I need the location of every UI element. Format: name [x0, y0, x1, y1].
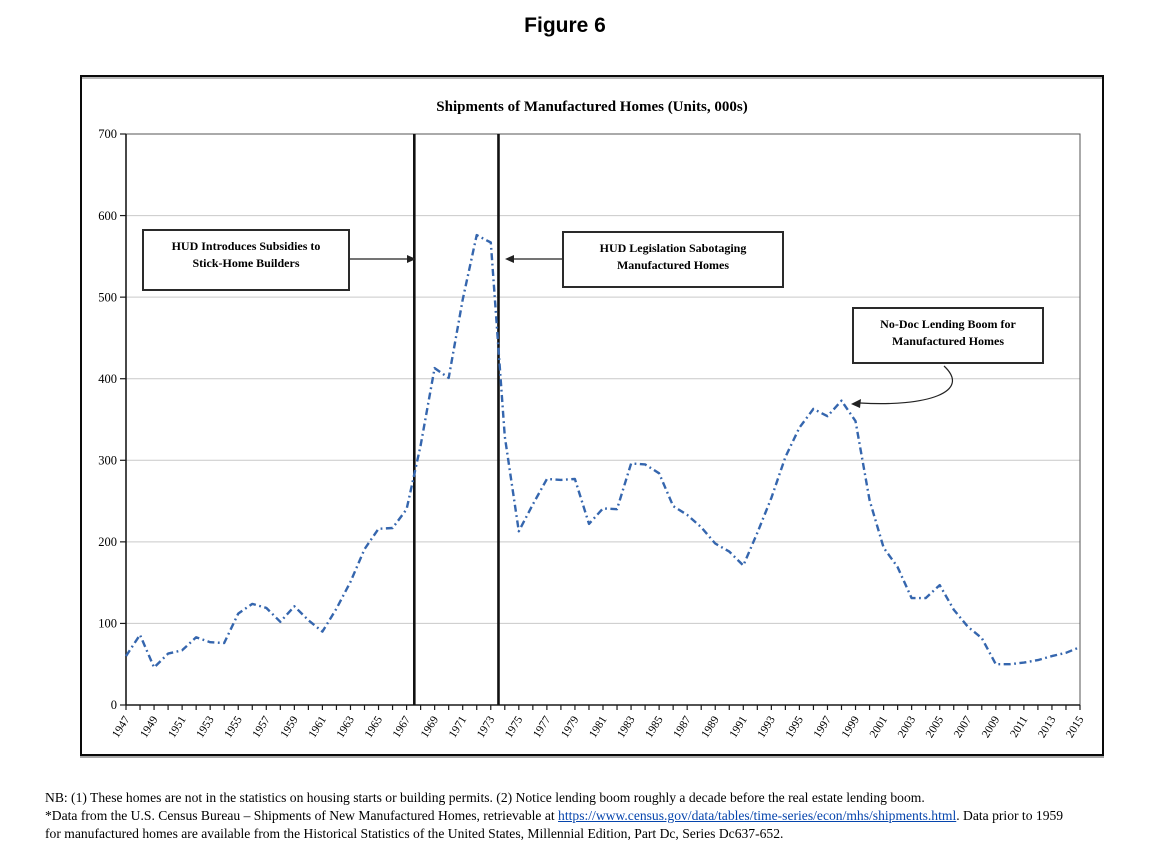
- chart-frame: [80, 75, 1104, 756]
- y-tick-label: 600: [98, 208, 117, 223]
- footnote-source: *Data from the U.S. Census Bureau – Shipments of New Manufactured Homes, retrievable at https://www.census.gov/data/tables/time-series/econ/mhs/shipments.html. Data prior to 1959: [45, 808, 1064, 823]
- x-tick-label: 1969: [418, 714, 442, 741]
- y-tick-label: 500: [98, 290, 117, 305]
- annotation-nodoc-lending: [852, 307, 1044, 364]
- x-tick-label: 1985: [643, 714, 666, 741]
- arrow-3-shaft: [860, 366, 952, 404]
- x-tick-label: 1971: [446, 714, 470, 741]
- x-tick-label: 1991: [727, 714, 750, 741]
- x-tick-label: 1999: [839, 714, 863, 741]
- x-tick-label: 2011: [1008, 714, 1031, 740]
- y-tick-label: 300: [98, 453, 117, 468]
- x-tick-label: 1973: [474, 714, 498, 741]
- y-tick-label: 400: [98, 371, 117, 386]
- x-tick-label: 1965: [362, 714, 386, 741]
- x-tick-label: 1981: [587, 714, 610, 741]
- arrow-3-head: [851, 399, 861, 408]
- annotation-line: Stick-Home Builders: [192, 256, 300, 271]
- annotation-line: Manufactured Homes: [891, 334, 1005, 349]
- y-tick-label: 0: [110, 698, 117, 713]
- x-tick-label: 1987: [671, 714, 694, 741]
- x-tick-label: 1967: [390, 714, 414, 741]
- x-tick-label: 1951: [166, 714, 189, 741]
- x-tick-label: 2005: [923, 714, 947, 741]
- x-tick-label: 1989: [699, 714, 722, 741]
- annotation-line: HUD Introduces Subsidies to: [171, 239, 321, 253]
- annotation-line: Manufactured Homes: [616, 258, 730, 273]
- chart-title: Shipments of Manufactured Homes (Units, 000s): [436, 99, 748, 115]
- arrow-2-head: [505, 255, 514, 263]
- y-tick-label: 200: [98, 535, 117, 550]
- figure-title: Figure 6: [524, 14, 606, 37]
- y-tick-label: 700: [98, 127, 117, 142]
- x-tick-label: 1993: [755, 714, 778, 741]
- x-tick-label: 1977: [531, 714, 554, 741]
- x-tick-label: 1963: [334, 714, 358, 741]
- x-tick-label: 1975: [503, 714, 526, 741]
- footnote-source-cont: for manufactured homes are available from the Historical Statistics of the United States, Millennial Edition, Part Dc, Series Dc637-652.: [45, 826, 784, 841]
- y-tick-label: 100: [98, 616, 117, 631]
- data-series: [126, 235, 1080, 667]
- census-data-link[interactable]: https://www.census.gov/data/tables/time-series/econ/mhs/shipments.html: [558, 808, 957, 823]
- footnotes: [45, 789, 1145, 843]
- x-tick-label: 1995: [783, 714, 806, 741]
- x-tick-label: 2013: [1036, 714, 1059, 741]
- plot-border: [126, 134, 1080, 705]
- x-tick-label: 2007: [951, 714, 975, 741]
- annotation-hud-subsidies: [142, 229, 350, 291]
- x-tick-label: 1957: [250, 714, 273, 741]
- x-tick-label: 2001: [867, 714, 891, 741]
- x-tick-label: 2003: [895, 714, 919, 741]
- annotation-line: No-Doc Lending Boom for: [880, 317, 1016, 331]
- x-tick-label: 1953: [194, 714, 217, 741]
- x-tick-label: 1955: [222, 714, 245, 741]
- x-tick-label: 2015: [1064, 714, 1087, 741]
- x-tick-label: 1961: [306, 714, 329, 741]
- x-tick-label: 1947: [110, 714, 133, 741]
- footnote-nb: NB: (1) These homes are not in the statistics on housing starts or building permits. (2) Notice lending boom roughly a decade before the real estate lending boom.: [45, 790, 925, 805]
- x-tick-label: 1949: [138, 714, 161, 741]
- x-tick-label: 1979: [559, 714, 582, 741]
- line-chart: [82, 77, 1102, 754]
- x-tick-label: 1983: [615, 714, 638, 741]
- annotation-line: HUD Legislation Sabotaging: [599, 241, 747, 255]
- annotation-hud-legislation: [562, 231, 784, 288]
- x-tick-label: 2009: [980, 714, 1003, 741]
- x-tick-label: 1959: [278, 714, 301, 741]
- x-tick-label: 1997: [811, 714, 835, 741]
